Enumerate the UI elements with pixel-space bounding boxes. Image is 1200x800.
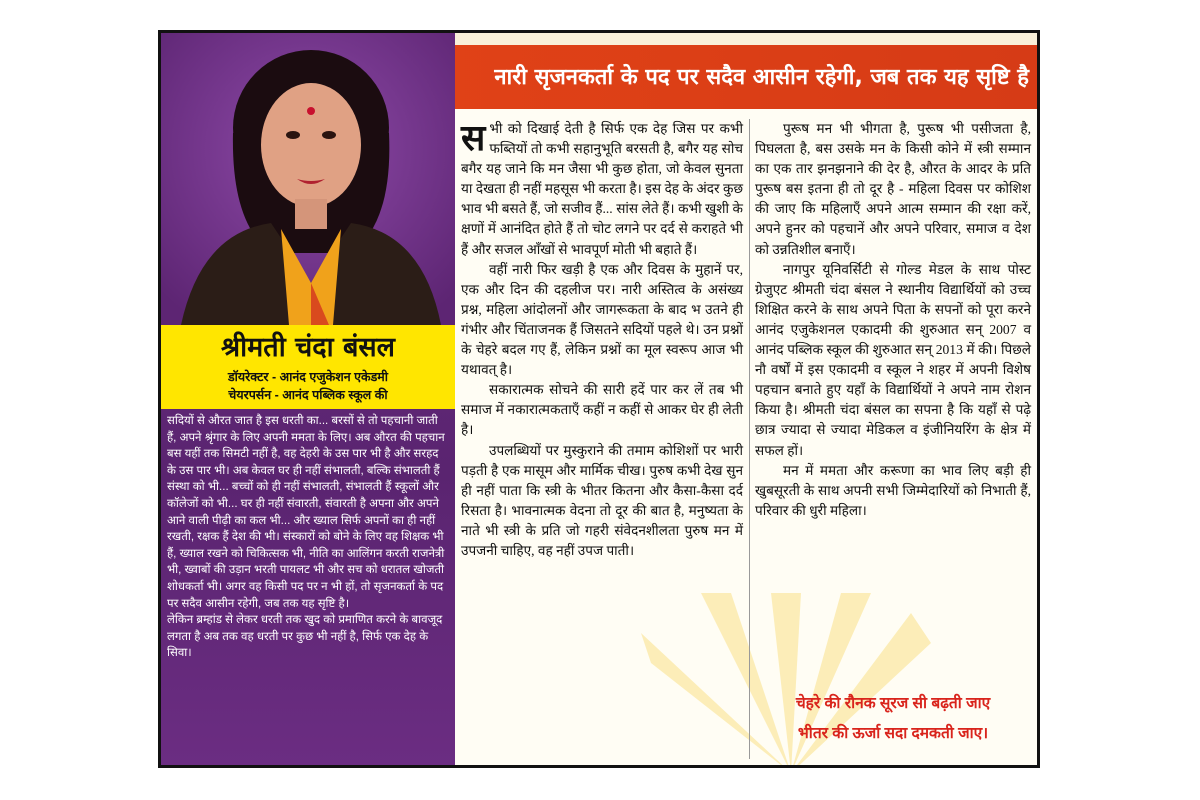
article-paragraph: सकारात्मक सोचने की सारी हदें पार कर लें तब भी समाज में नकारात्मकताएँ कहीं न कहीं से आकर घेर ही लेती है। — [461, 382, 743, 438]
headline: नारी सृजनकर्ता के पद पर सदैव आसीन रहेगी, जब तक यह सृष्टि है — [494, 65, 1029, 90]
paragraph-text: भी को दिखाई देती है सिर्फ एक देह जिस पर कभी फब्तियों तो कभी सहानुभूति बरसती है, बगैर यह सोच बगैर यह जाने कि मन जैसा भी कुछ होता, जो केवल सुनता या देखता ही नहीं महसूस भी करता है। इस देह के अंदर कुछ भाव भी बसते हैं, जो सजीव हैं... सांस लेते हैं। कभी खुशी के क्षणों में आनंदित होते हैं तो चोट लगने पर दर्द से कराहते भी हैं और सजल आँखों से भावपूर्ण मोती भी बहाते हैं। — [461, 121, 743, 257]
portrait-illustration — [161, 33, 455, 325]
article-column-2 — [755, 119, 1031, 521]
profile-role-director: डॉयरेक्टर - आनंद एजुकेशन एकेडमी — [227, 370, 389, 384]
profile-column — [161, 33, 455, 765]
intro-text — [161, 413, 455, 662]
article-paragraph: उपलब्धियों पर मुस्कुराने की तमाम कोशिशों पर भारी पड़ती है एक मासूम और मार्मिक चीख। पुरुष कभी देख सुन ही नहीं पाता कि स्त्री के भीतर कितना और कैसा-कैसा दर्द रिसता है। भावनात्मक वेदना तो दूर की बात है, मनुष्यता के नाते भी स्त्री के प्रति जो गहरी संवेदनशीलता पुरुष मन में उपजनी चाहिए, वह नहीं उपज पाती। — [461, 442, 743, 558]
intro-paragraph: लेकिन ब्रम्हांड से लेकर धरती तक खुद को प्रमाणित करने के बावजूद लगता है अब तक वह धरती पर कुछ भी नहीं है, सिर्फ एक देह के सिवा। — [167, 613, 443, 660]
banner-top-strip — [455, 33, 1037, 45]
article-paragraph: नागपुर यूनिवर्सिटी से गोल्ड मेडल के साथ पोस्ट ग्रेजुएट श्रीमती चंदा बंसल ने स्थानीय विद्यार्थियों को उच्च शिक्षित करने के साथ अपने पिता के सपनों को पूरा करने आनंद एजुकेशनल एकादमी की शुरुआत सन् 2007 व आनंद पब्लिक स्कूल की शुरुआत सन् 2013 में की। पिछले नौ वर्षों में इस एकादमी व स्कूल ने शहर में अपनी विशेष पहचान बनाते हुए यहाँ के विद्यार्थियों ने अपने नाम रोशन किया है। श्रीमती चंदा बंसल का सपना है कि यहाँ से पढ़े छात्र ज्यादा से ज्यादा मेडिकल व इंजीनियरिंग के क्षेत्र में सफल हों। — [755, 261, 1031, 458]
article-column-1 — [461, 119, 743, 561]
article-paragraph: वहीं नारी फिर खड़ी है एक और दिवस के मुहानें पर, एक और दिन की दहलीज पर। नारी अस्तित्व के असंख्य प्रश्न, महिला आंदोलनों और जागरूकता के बाद भ उतने ही गंभीर और चिंताजनक हैं जिसतने सदियों पहले थे। उन प्रश्नों के चेहरे बदल गए हैं, लेकिन प्रश्नों का मूल स्वरूप आज भी यथावत् है। — [461, 261, 743, 378]
profile-photo — [161, 33, 455, 325]
dropcap: स — [461, 117, 486, 159]
quote-line-1: चेहरे की रौनक सूरज सी बढ़ती जाए — [795, 695, 991, 712]
profile-role-chairperson: चेयरपर्सन - आनंद पब्लिक स्कूल की — [228, 388, 388, 402]
article-paragraph — [461, 119, 743, 260]
article-paragraph: पुरूष मन भी भीगता है, पुरूष भी पसीजता है, पिघलता है, बस उसके मन के किसी कोने में स्त्री सम्मान का एक तार झनझनाने की देर है, औरत के आदर के प्रति पुरूष बस इतना ही तो दूर है - महिला दिवस पर कोशिश की जाए कि महिलाएँ अपने आत्म सम्मान की रक्षा करें, अपने हुनर को पहचानें और अपने परिवार, समाज व देश को उन्नतिशील बनाएँ। — [755, 121, 1031, 257]
article-paragraph: मन में ममता और करूणा का भाव लिए बड़ी ही खुबसूरती के साथ अपनी सभी जिम्मेदारियों को निभाती हैं, परिवार की धुरी महिला। — [755, 462, 1031, 518]
profile-name: श्रीमती चंदा बंसल — [221, 332, 395, 363]
closing-quote — [755, 689, 1031, 749]
intro-paragraph: सदियों से औरत जात है इस धरती का... बरसों से तो पहचानी जाती हैं, अपने श्रृंगार के लिए अपनी ममता के लिए। अब औरत की पहचान बस यहीं तक सिमटी नहीं है, वह देहरी के उस पार भी है और सरहद के उस पार भी। अब केवल घर ही नहीं संभालती, बल्कि संभालती हैं संस्था को भी... बच्चों को ही नहीं संभालती, संभालती हैं स्कूलों और कॉलेजों को भी... घर ही नहीं संवारती, संवारती है अपना और अपने आने वाली पीढ़ी का कल भी... और ख्याल सिर्फ अपनों का ही नहीं रखती, रक्षक हैं देश की भी। संस्कारों को बोने के लिए वह शिक्षक भी हैं, ख्याल रखने को चिकित्सक भी, नीति का आलिंगन करती राजनेत्री भी, ख्वाबों की उड़ान भरती पायलट भी और सच को धरातल खोजती शोधकर्ता भी। अगर वह किसी पद पर न भी हों, तो सृजनकर्ता के पद पर सदैव आसीन रहेगी, जब तक यह सृष्टि है। — [167, 414, 445, 610]
column-divider — [749, 119, 750, 759]
profile-namebox — [161, 325, 455, 409]
quote-line-2: भीतर की ऊर्जा सदा दमकती जाए। — [797, 725, 989, 742]
newspaper-article — [158, 30, 1040, 768]
